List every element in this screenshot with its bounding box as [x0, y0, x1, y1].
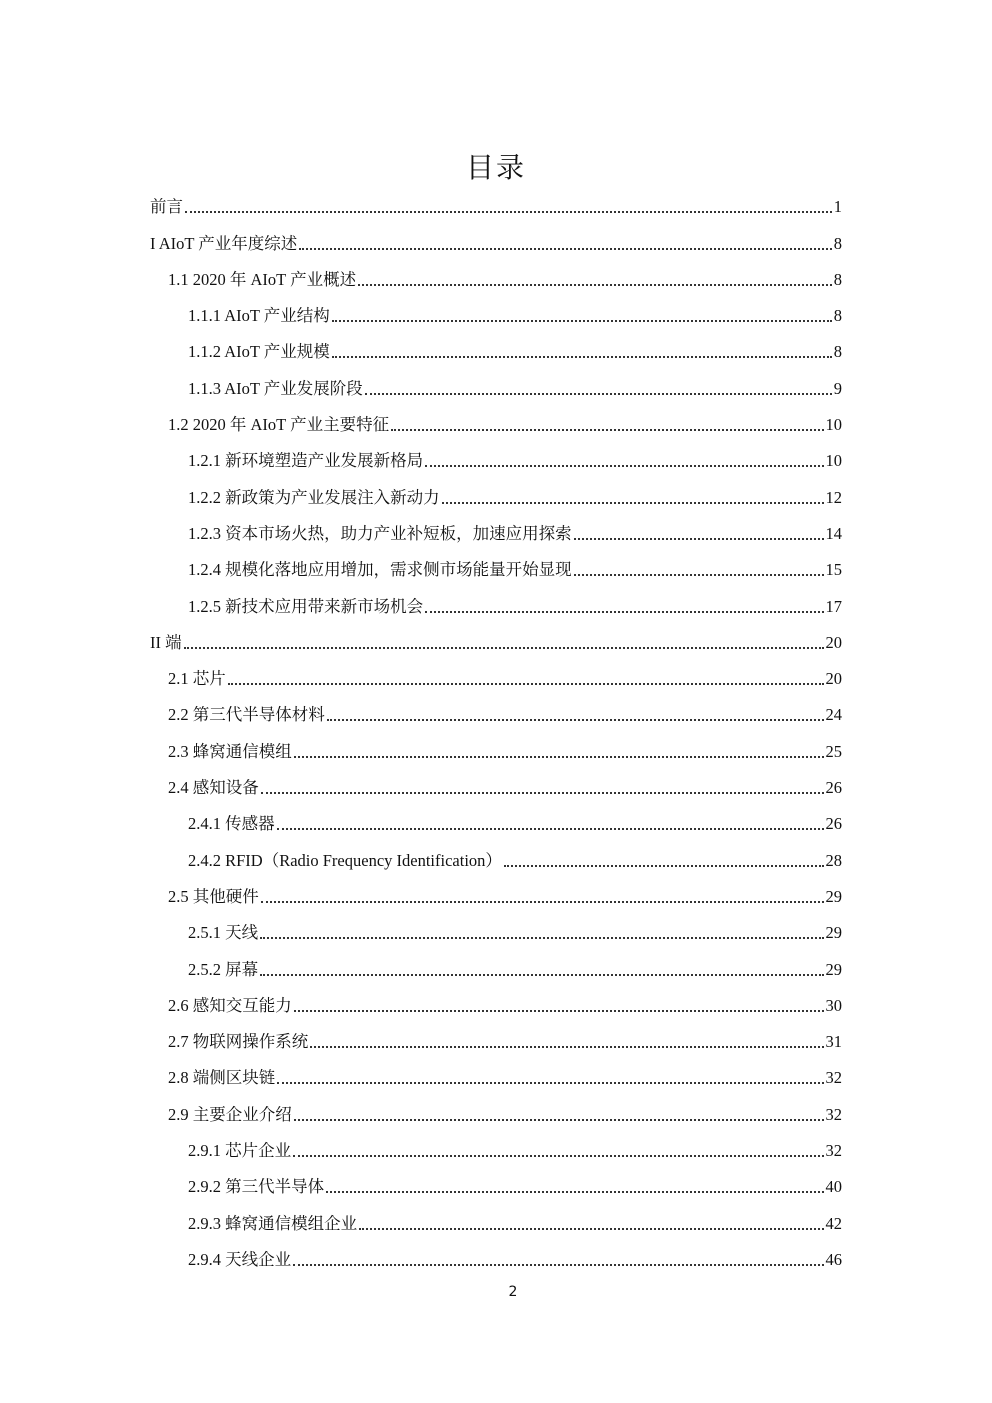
dot-leader — [391, 428, 823, 431]
toc-entry[interactable] — [150, 879, 842, 915]
toc-entry-label: 2.6 感知交互能力 — [168, 995, 292, 1015]
dot-leader — [332, 355, 832, 358]
dot-leader — [358, 283, 832, 286]
toc-entry-page: 25 — [825, 741, 842, 761]
dot-leader — [425, 610, 823, 613]
toc-entry-label: 2.7 物联网操作系统 — [168, 1032, 309, 1052]
toc-entry-page: 32 — [825, 1104, 842, 1124]
dot-leader — [326, 1190, 823, 1193]
toc-entry[interactable] — [150, 915, 842, 951]
dot-leader — [574, 573, 824, 576]
dot-leader — [228, 682, 824, 685]
dot-leader — [359, 1227, 823, 1230]
toc-entry-page: 40 — [825, 1177, 842, 1197]
dot-leader — [261, 900, 824, 903]
toc-entry-page: 9 — [833, 378, 842, 398]
toc-entry-label: 2.1 芯片 — [168, 669, 226, 689]
toc-entry-label: I AIoT 产业年度综述 — [150, 233, 298, 253]
toc-entry-page: 8 — [833, 306, 842, 326]
page-number: 2 — [508, 1284, 518, 1300]
toc-entry-label: 2.9.2 第三代半导体 — [188, 1177, 325, 1197]
toc-entry-label: 2.3 蜂窝通信模组 — [168, 741, 292, 761]
dot-leader — [260, 973, 823, 976]
toc-entry-page: 31 — [825, 1032, 842, 1052]
toc-entry[interactable] — [150, 1205, 842, 1241]
toc-entry-page: 20 — [825, 632, 842, 652]
toc-entry-page: 29 — [825, 886, 842, 906]
toc-entry-page: 1 — [833, 197, 842, 217]
toc-entry[interactable] — [150, 661, 842, 697]
dot-leader — [293, 1154, 823, 1157]
toc-entry-label: 2.5.2 屏幕 — [188, 959, 259, 979]
toc-entry-label: 1.2.4 规模化落地应用增加，需求侧市场能量开始显现 — [188, 560, 572, 580]
toc-entry-page: 29 — [825, 923, 842, 943]
toc-entry[interactable] — [150, 988, 842, 1024]
toc-entry-page: 14 — [825, 523, 842, 543]
toc-entry[interactable] — [150, 1242, 842, 1278]
dot-leader — [293, 1263, 823, 1266]
toc-entry-label: 2.9.4 天线企业 — [188, 1249, 292, 1269]
toc-entry-label: 1.1 2020 年 AIoT 产业概述 — [168, 269, 357, 289]
toc-entry[interactable] — [150, 443, 842, 479]
toc-entry[interactable] — [150, 407, 842, 443]
toc-entry-label: II 端 — [150, 632, 182, 652]
toc-entry-label: 1.2 2020 年 AIoT 产业主要特征 — [168, 415, 390, 435]
toc-entry[interactable] — [150, 951, 842, 987]
toc-entry[interactable] — [150, 1060, 842, 1096]
dot-leader — [261, 791, 824, 794]
toc-entry-label: 2.4.2 RFID（Radio Frequency Identification） — [188, 850, 502, 870]
dot-leader — [294, 755, 824, 758]
toc-entry-page: 15 — [825, 560, 842, 580]
toc-entry[interactable] — [150, 552, 842, 588]
toc-entry[interactable] — [150, 733, 842, 769]
toc-entry[interactable] — [150, 298, 842, 334]
toc-entry-page: 12 — [825, 487, 842, 507]
toc-entry-label: 1.1.3 AIoT 产业发展阶段 — [188, 378, 363, 398]
toc-entry[interactable] — [150, 806, 842, 842]
toc-entry-label: 1.2.5 新技术应用带来新市场机会 — [188, 596, 424, 616]
dot-leader — [294, 1009, 824, 1012]
toc-entry-label: 2.9 主要企业介绍 — [168, 1104, 292, 1124]
toc-entry-label: 2.4 感知设备 — [168, 778, 259, 798]
toc-entry-page: 8 — [833, 233, 842, 253]
dot-leader — [277, 827, 824, 830]
toc-entry-page: 17 — [825, 596, 842, 616]
toc-entry[interactable] — [150, 334, 842, 370]
dot-leader — [442, 501, 824, 504]
toc-entry-page: 10 — [825, 415, 842, 435]
toc-entry-page: 30 — [825, 995, 842, 1015]
page-title: 目录 — [465, 151, 526, 184]
toc-entry[interactable] — [150, 262, 842, 298]
dot-leader — [574, 537, 824, 540]
toc-entry-label: 1.2.2 新政策为产业发展注入新动力 — [188, 487, 440, 507]
toc-entry-label: 2.5 其他硬件 — [168, 886, 259, 906]
toc-entry[interactable] — [150, 697, 842, 733]
toc-entry[interactable] — [150, 770, 842, 806]
toc-entry-page: 28 — [825, 850, 842, 870]
dot-leader — [260, 936, 823, 939]
dot-leader — [310, 1045, 823, 1048]
toc-entry-page: 32 — [825, 1141, 842, 1161]
toc-entry-label: 1.1.1 AIoT 产业结构 — [188, 306, 330, 326]
toc-entry[interactable] — [150, 370, 842, 406]
toc-entry-page: 8 — [833, 342, 842, 362]
toc-entry-page: 20 — [825, 669, 842, 689]
toc-entry[interactable] — [150, 1169, 842, 1205]
dot-leader — [294, 1118, 824, 1121]
toc-entry[interactable] — [150, 625, 842, 661]
toc-entry[interactable] — [150, 225, 842, 261]
dot-leader — [504, 864, 824, 867]
dot-leader — [425, 464, 823, 467]
toc-entry-page: 46 — [825, 1249, 842, 1269]
toc-entry-page: 26 — [825, 814, 842, 834]
dot-leader — [365, 392, 832, 395]
toc-entry-label: 2.8 端侧区块链 — [168, 1068, 276, 1088]
table-of-contents — [150, 189, 842, 1278]
toc-entry-page: 26 — [825, 778, 842, 798]
toc-entry[interactable] — [150, 1024, 842, 1060]
toc-entry-label: 1.2.3 资本市场火热，助力产业补短板，加速应用探索 — [188, 523, 572, 543]
toc-entry[interactable] — [150, 516, 842, 552]
toc-entry[interactable] — [150, 1096, 842, 1132]
toc-entry-page: 24 — [825, 705, 842, 725]
toc-entry-page: 8 — [833, 269, 842, 289]
dot-leader — [184, 646, 824, 649]
toc-entry-label: 2.2 第三代半导体材料 — [168, 705, 325, 725]
dot-leader — [277, 1081, 823, 1084]
dot-leader — [185, 210, 832, 213]
toc-entry[interactable] — [150, 842, 842, 878]
toc-entry-label: 前言 — [150, 197, 183, 217]
toc-entry-page: 29 — [825, 959, 842, 979]
toc-entry[interactable] — [150, 1133, 842, 1169]
dot-leader — [332, 319, 832, 322]
toc-entry-label: 2.9.3 蜂窝通信模组企业 — [188, 1213, 358, 1233]
dot-leader — [327, 718, 824, 721]
toc-entry[interactable] — [150, 588, 842, 624]
toc-entry-label: 1.2.1 新环境塑造产业发展新格局 — [188, 451, 424, 471]
toc-entry-label: 2.4.1 传感器 — [188, 814, 275, 834]
toc-entry-label: 2.9.1 芯片企业 — [188, 1141, 292, 1161]
toc-entry-page: 32 — [825, 1068, 842, 1088]
toc-entry-page: 10 — [825, 451, 842, 471]
toc-entry[interactable] — [150, 479, 842, 515]
toc-entry[interactable] — [150, 189, 842, 225]
toc-entry-label: 2.5.1 天线 — [188, 923, 259, 943]
toc-entry-page: 42 — [825, 1213, 842, 1233]
toc-entry-label: 1.1.2 AIoT 产业规模 — [188, 342, 330, 362]
dot-leader — [299, 247, 831, 250]
